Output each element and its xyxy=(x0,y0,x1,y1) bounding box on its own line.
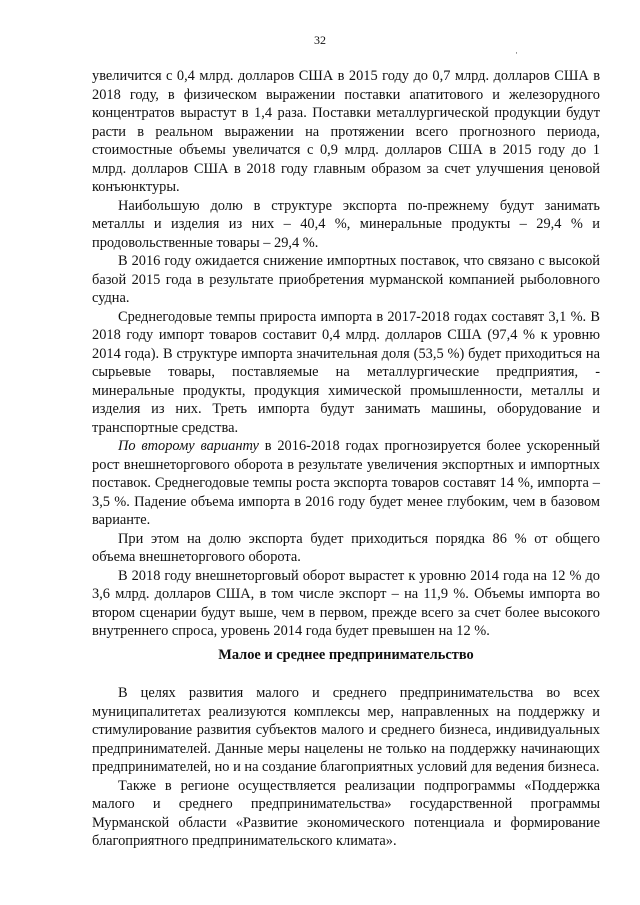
paragraph-sme-subprogram: Также в регионе осуществляется реализации подпрограммы «Поддержка малого и среднего предпринимательства» государственной программы Мурманской области «Развитие экономического потенциала и формирование благоприятного предпринимательского климата». xyxy=(92,777,600,849)
paragraph-trade-turnover: В 2018 году внешнеторговый оборот вырастет к уровню 2014 года на 12 % до 3,6 млрд. долларов США, в том числе экспорт – на 11,9 %. Объемы импорта во втором сценарии будут выше, чем в первом, прежде всего за счет более высокого внутреннего спроса, уровень 2014 года будет превышен на 12 %. xyxy=(92,567,600,639)
paragraph-continuation: увеличится с 0,4 млрд. долларов США в 2015 году до 0,7 млрд. долларов США в 2018 году, в физическом выражении поставки апатитового и железорудного концентратов вырастут в 1,4 раза. Поставки металлургической продукции будут расти в реальном выражении на протяжении всего прогнозного периода, стоимостные объемы увеличатся с 0,9 млрд. долларов США в 2015 году до 1 млрд. долларов США в 2018 году главным образом за счет улучшения ценовой конъюнктуры. xyxy=(92,68,600,195)
tick-mark: · xyxy=(515,48,518,58)
paragraph-export-structure: Наибольшую долю в структуре экспорта по-прежнему будут занимать металлы и изделия из них – 40,4 %, минеральные продукты – 29,4 % и продовольственные товары – 29,4 %. xyxy=(92,197,600,251)
section-heading: Малое и среднее предпринимательство xyxy=(218,646,474,663)
page-number: 32 xyxy=(314,33,326,47)
paragraph-sme-support: В целях развития малого и среднего предпринимательства во всех муниципалитетах реализуются комплексы мер, направленных на поддержку и стимулирование развития субъектов малого и среднего бизнеса, индивидуальных предпринимателей. Данные меры нацелены не только на поддержку начинающих предпринимателей, но и на создание благоприятных условий для ведения бизнеса. xyxy=(92,685,600,775)
paragraph-second-variant xyxy=(92,437,600,530)
second-variant-text: в 2016-2018 годах прогнозируется более ускоренный рост внешнеторгового оборота в результате увеличения экспортных и импортных поставок. Среднегодовые темпы роста экспорта товаров составят 14 %, импорта – 3,5 %. Падение объема импорта в 2016 году будет менее глубоким, чем в базовом варианте. xyxy=(92,438,600,528)
second-variant-lead: По второму варианту xyxy=(118,438,259,454)
paragraph-import-decline: В 2016 году ожидается снижение импортных поставок, что связано с высокой базой 2015 года в результате приобретения мурманской компанией рыболовного судна. xyxy=(92,253,600,306)
paragraph-export-share: При этом на долю экспорта будет приходиться порядка 86 % от общего объема внешнеторгового оборота. xyxy=(92,530,600,565)
document-body xyxy=(92,67,600,851)
paragraph-import-growth: Среднегодовые темпы прироста импорта в 2017-2018 годах составят 3,1 %. В 2018 году импорт товаров составит 0,4 млрд. долларов США (97,4 % к уровню 2014 года). В структуре импорта значительная доля (53,5 %) будет приходиться на сырьевые товары, поставляемые на металлургические предприятия, - минеральные продукты, продукция химической промышленности, металлы и изделия из них. Треть импорта будут занимать машины, оборудование и транспортные средства. xyxy=(92,308,600,436)
